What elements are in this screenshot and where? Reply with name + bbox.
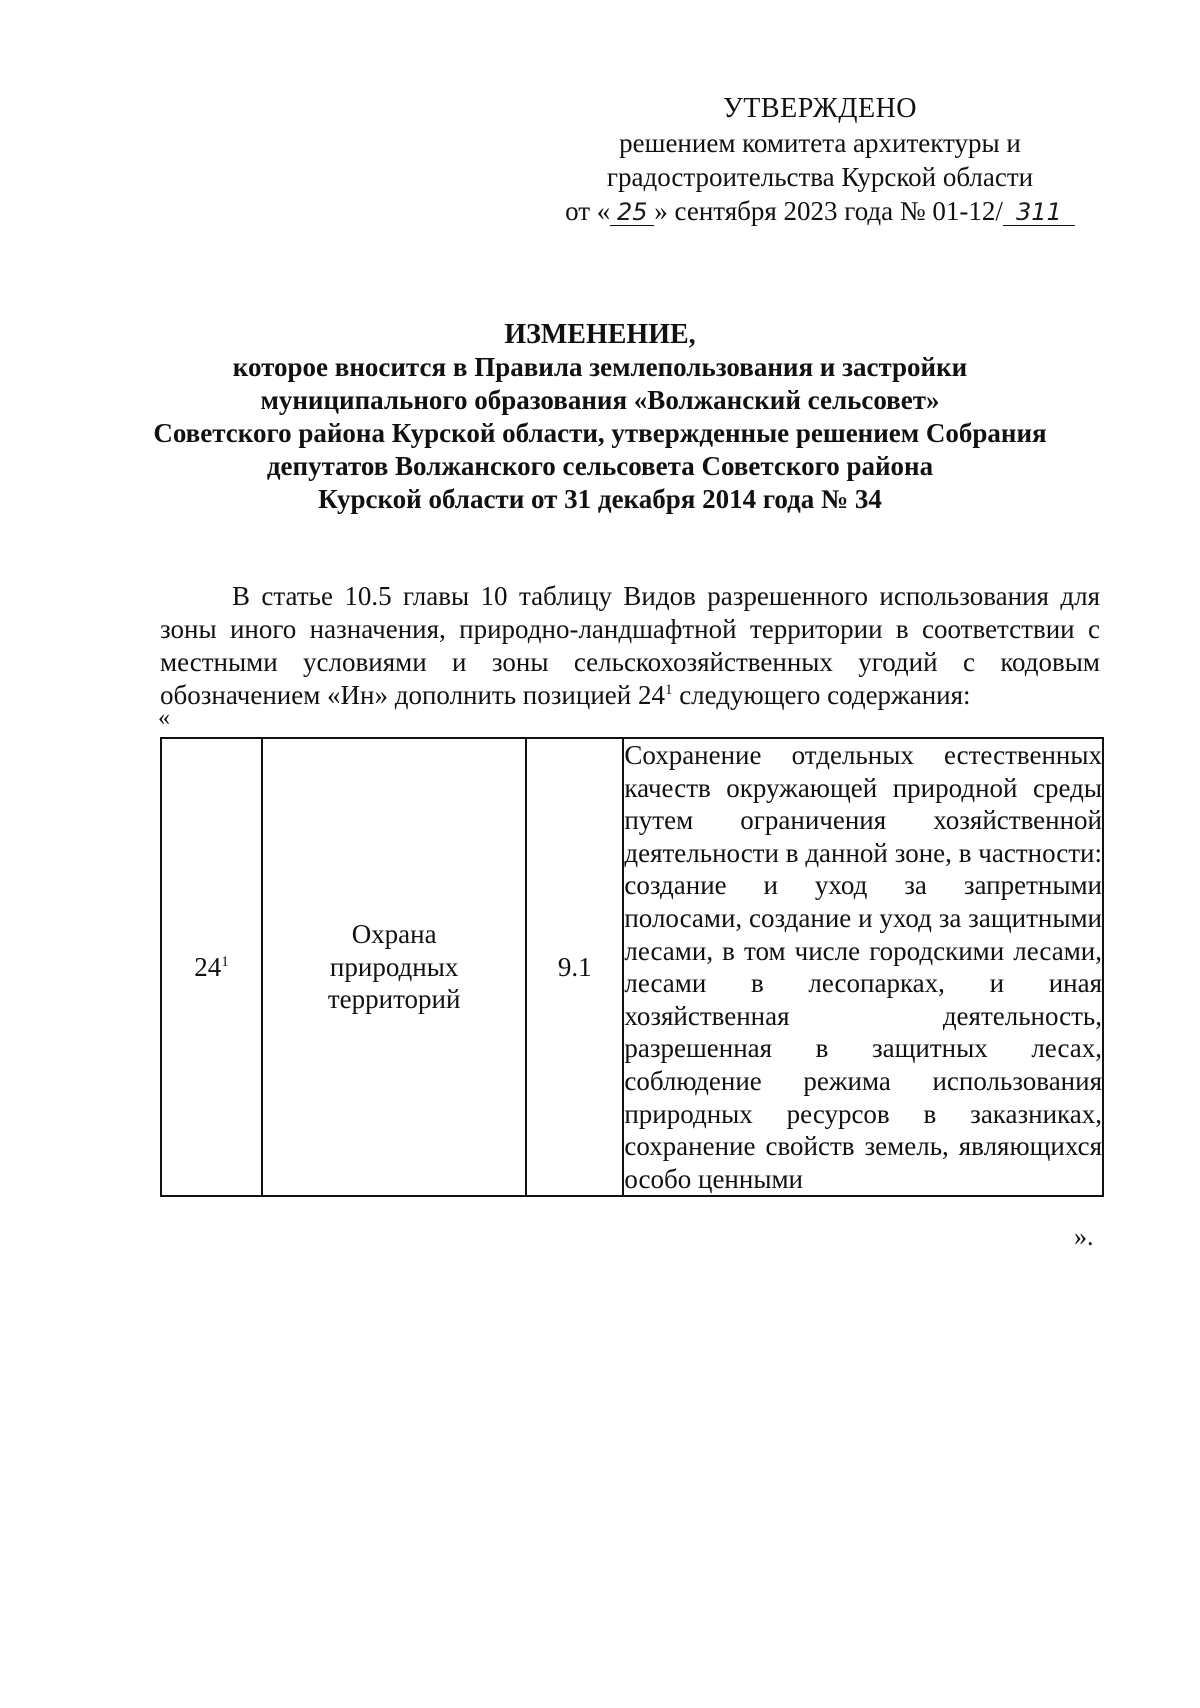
position-cell	[161, 738, 262, 1196]
approval-date-suffix: » сентября 2023 года № 01-12/	[654, 196, 1003, 226]
opening-quote: «	[158, 705, 170, 731]
document-heading	[140, 318, 1060, 516]
handwritten-day: 25	[610, 199, 654, 226]
intro-text-before: В статье 10.5 главы 10 таблицу Видов разрешенного использования для зоны иного назначения, природно-ландшафтной территории в соответствии с местными условиями и зоны сельскохозяйственных угодий с кодовым обозначением «Ин» дополнить позицией 24	[160, 581, 1100, 710]
position-superscript: 1	[221, 953, 229, 970]
heading-line-3: Советского района Курской области, утвержденные решением Собрания	[153, 418, 1047, 448]
intro-paragraph	[160, 580, 1100, 712]
description-cell: Сохранение отдельных естественных качеств окружающей природной среды путем ограничения хозяйственной деятельности в данной зоне, в частности: создание и уход за запретными полосами, создание и уход за защитными лесами, в том числе городскими лесами, лесами в лесопарках, и иная хозяйственная деятельность, разрешенная в защитных лесах, соблюдение режима использования природных ресурсов в заказниках, сохранение свойств земель, являющихся особо ценными	[623, 738, 1103, 1196]
use-name-cell	[262, 738, 526, 1196]
handwritten-doc-number: 311	[1003, 199, 1075, 226]
heading-line-4: депутатов Волжанского сельсовета Советского района	[266, 451, 934, 481]
position-number: 24	[194, 951, 222, 982]
classifier-code-cell: 9.1	[526, 738, 623, 1196]
approval-stamp	[540, 92, 1100, 228]
heading-line-1: которое вносится в Правила землепользования и застройки	[232, 352, 968, 382]
closing-quote: ».	[1074, 1222, 1094, 1251]
approval-line-1: решением комитета архитектуры и	[619, 128, 1021, 158]
permitted-use-table	[160, 737, 1104, 1197]
intro-text-after: следующего содержания:	[672, 680, 971, 710]
heading-line-2: муниципального образования «Волжанский сельсовет»	[260, 385, 940, 415]
approval-line-2: градостроительства Курской области	[606, 162, 1034, 192]
heading-line-5: Курской области от 31 декабря 2014 года № 34	[318, 484, 882, 514]
approval-title: УТВЕРЖДЕНО	[722, 93, 918, 124]
use-name-line-3: территорий	[327, 984, 461, 1015]
table-row	[161, 738, 1103, 1196]
use-name-line-1: Охрана	[351, 919, 437, 950]
intro-superscript: 1	[664, 682, 673, 698]
heading-title: ИЗМЕНЕНИЕ,	[504, 319, 696, 350]
approval-date-line	[540, 194, 1100, 228]
approval-date-prefix: от «	[565, 196, 611, 226]
use-name-line-2: природных	[329, 951, 459, 982]
